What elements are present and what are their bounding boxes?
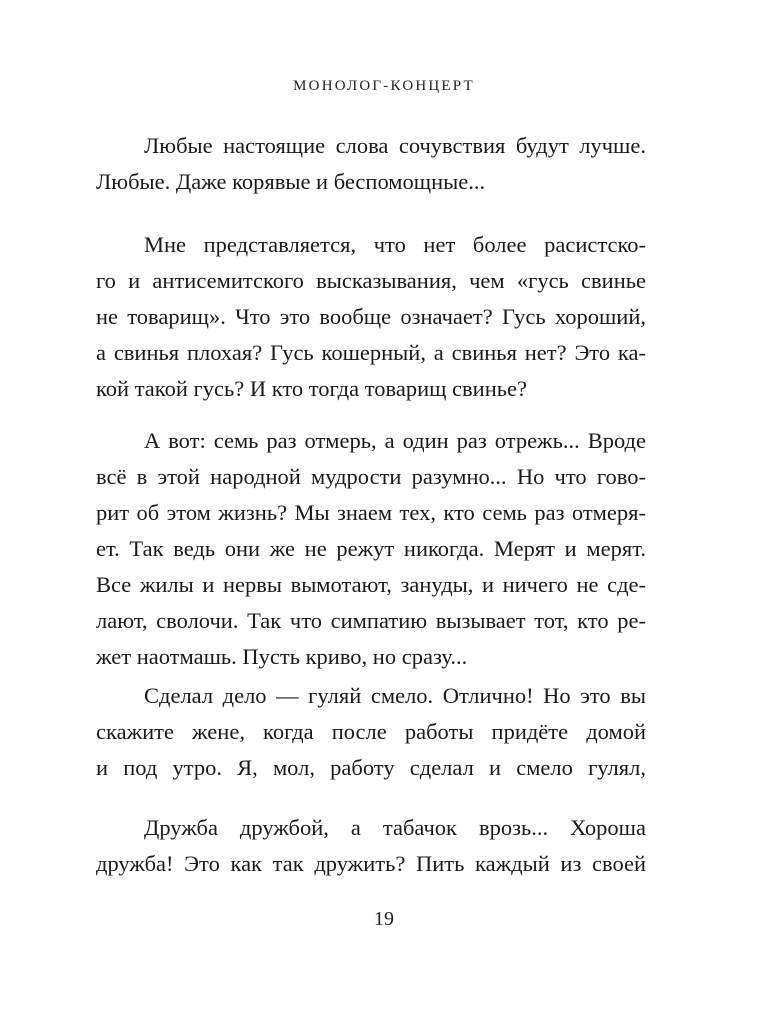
text-line: го и антисемитского высказывания, чем «гусь свинье (96, 268, 646, 293)
text-line: кой такой гусь? И кто тогда товарищ свинье? (96, 376, 527, 401)
text-line: всё в этой народной мудрости разумно... Но что гово- (96, 464, 646, 489)
text-line: Сделал дело — гуляй смело. Отлично! Но это вы (144, 683, 646, 708)
text-line: А вот: семь раз отмерь, а один раз отрежь... Вроде (144, 428, 646, 453)
paragraph-5 (96, 810, 646, 882)
text-line: жет наотмашь. Пусть криво, но сразу... (96, 644, 468, 669)
text-line: лают, сволочи. Так что симпатию вызывает тот, кто ре- (96, 608, 646, 633)
running-head: МОНОЛОГ-КОНЦЕРТ (293, 78, 475, 94)
text-line: Любые. Даже корявые и беспомощные... (96, 169, 486, 194)
paragraph-1 (96, 128, 646, 200)
text-line: Все жилы и нервы вымотают, зануды, и ничего не сде- (96, 572, 646, 597)
text-line: не товарищ». Что это вообще означает? Гусь хороший, (96, 304, 646, 329)
text-line: дружба! Это как так дружить? Пить каждый из своей (96, 851, 646, 876)
text-line: ет. Так ведь они же не режут никогда. Мерят и мерят. (96, 536, 646, 561)
paragraph-3 (96, 423, 646, 675)
text-line: Любые настоящие слова сочувствия будут лучше. (144, 133, 646, 158)
text-line: Дружба дружбой, а табачок врозь... Хороша (144, 815, 646, 840)
text-line: и под утро. Я, мол, работу сделал и смело гулял, (96, 755, 646, 780)
text-line: Мне представляется, что нет более расистско- (144, 232, 646, 257)
text-line: скажите жене, когда после работы придёте домой (96, 719, 646, 744)
page-number: 19 (374, 908, 394, 930)
paragraph-2 (96, 227, 646, 407)
text-line: а свинья плохая? Гусь кошерный, а свинья нет? Это ка- (96, 340, 646, 365)
paragraph-4 (96, 678, 646, 786)
text-line: рит об этом жизнь? Мы знаем тех, кто семь раз отмеря- (96, 500, 646, 525)
